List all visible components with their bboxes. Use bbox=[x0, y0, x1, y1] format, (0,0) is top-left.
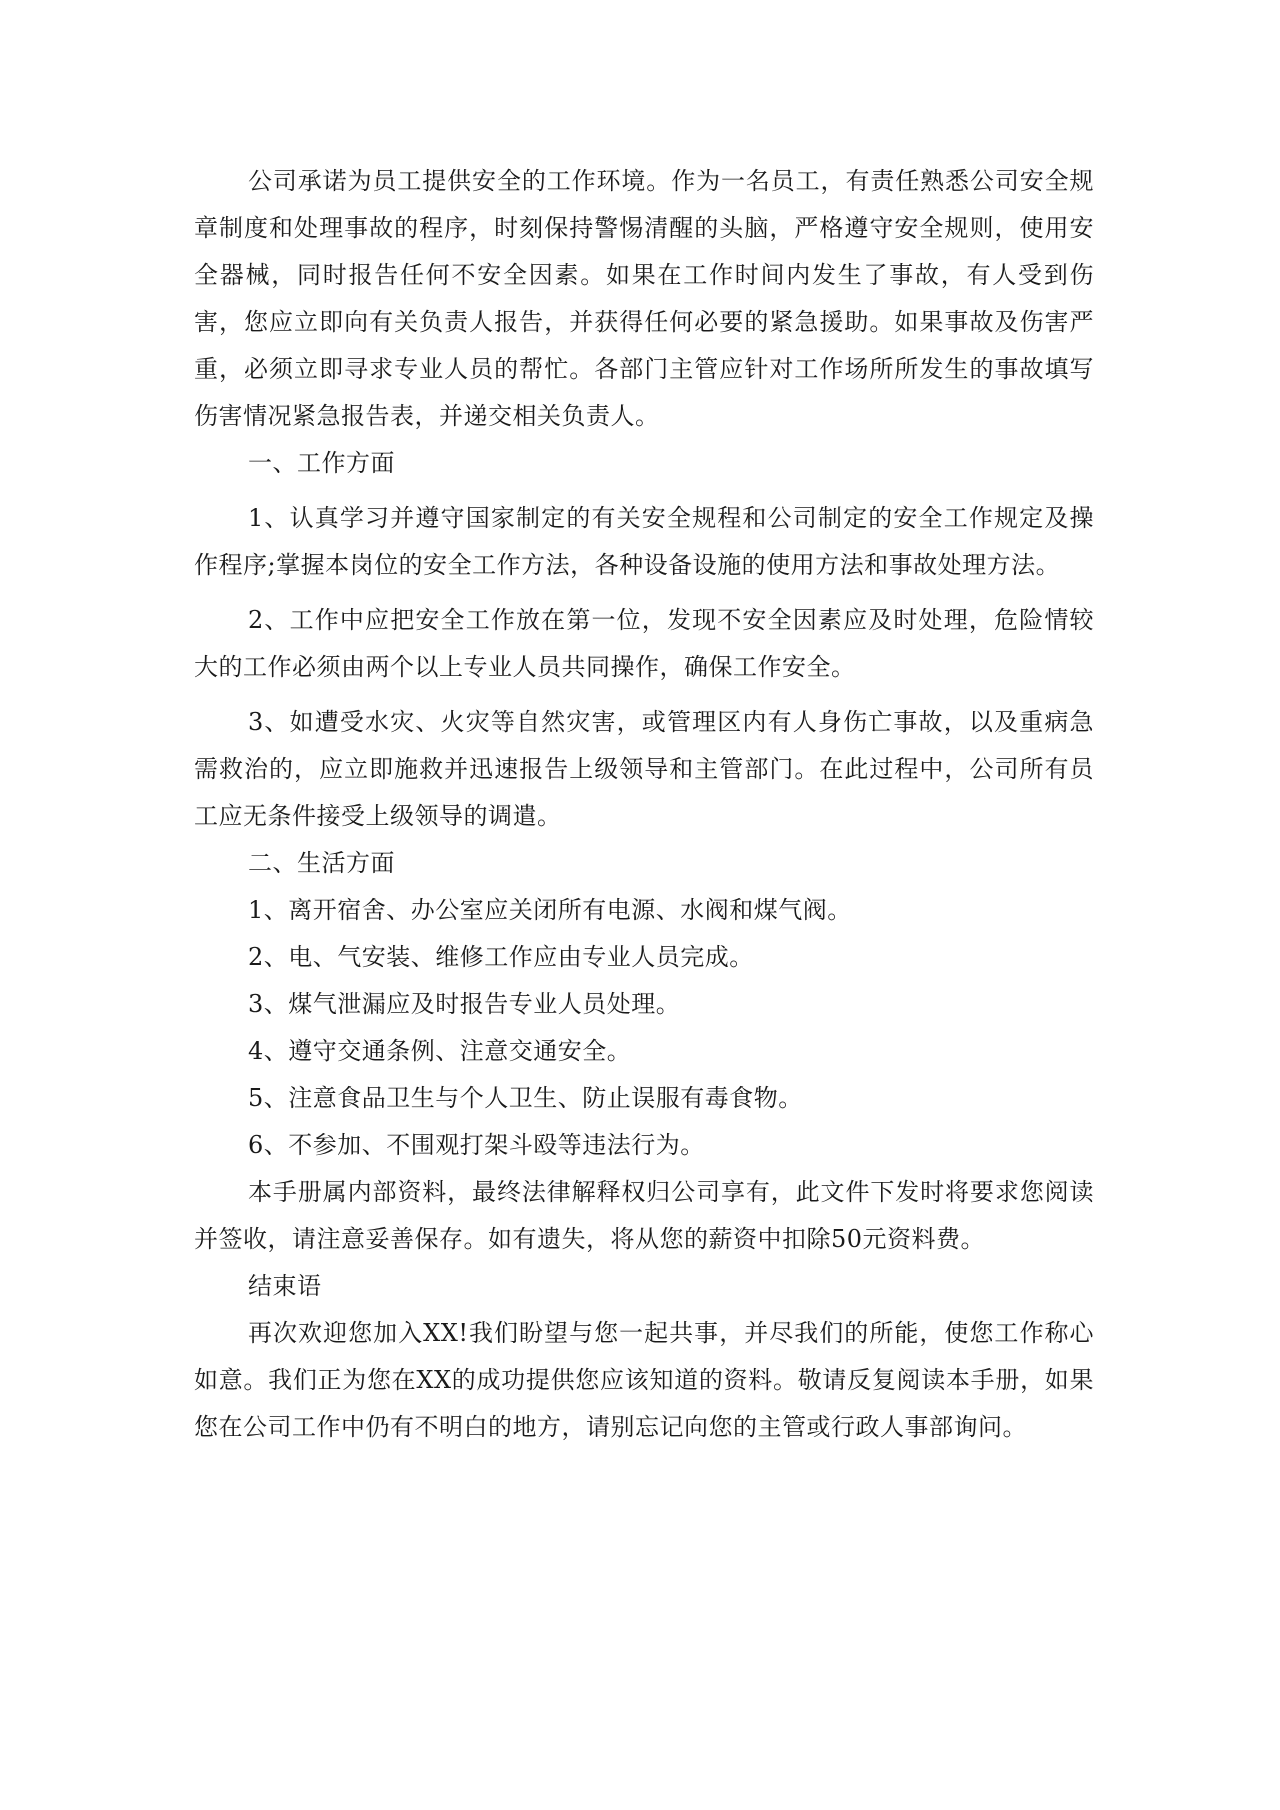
section-heading-life: 二、生活方面 bbox=[248, 849, 395, 877]
section-heading-closing: 结束语 bbox=[248, 1272, 322, 1300]
work-item-2: 2、工作中应把安全工作放在第一位，发现不安全因素应及时处理，危险情较大的工作必须由两个以上专业人员共同操作，确保工作安全。 bbox=[194, 606, 1094, 681]
life-item-4: 4、遵守交通条例、注意交通安全。 bbox=[248, 1037, 632, 1065]
document-body bbox=[194, 158, 1094, 1451]
life-item-2: 2、电、气安装、维修工作应由专业人员完成。 bbox=[248, 943, 754, 971]
section-heading-work: 一、工作方面 bbox=[248, 449, 395, 477]
life-item-3: 3、煤气泄漏应及时报告专业人员处理。 bbox=[248, 990, 681, 1018]
life-item-5: 5、注意食品卫生与个人卫生、防止误服有毒食物。 bbox=[248, 1084, 803, 1112]
work-item-3: 3、如遭受水灾、火灾等自然灾害，或管理区内有人身伤亡事故，以及重病急需救治的，应立即施救并迅速报告上级领导和主管部门。在此过程中，公司所有员工应无条件接受上级领导的调遣。 bbox=[194, 708, 1094, 830]
life-item-6: 6、不参加、不围观打架斗殴等违法行为。 bbox=[248, 1131, 705, 1159]
manual-notice-paragraph: 本手册属内部资料，最终法律解释权归公司享有，此文件下发时将要求您阅读并签收，请注意妥善保存。如有遗失，将从您的薪资中扣除50元资料费。 bbox=[194, 1178, 1094, 1253]
closing-paragraph: 再次欢迎您加入XX!我们盼望与您一起共事，并尽我们的所能，使您工作称心如意。我们正为您在XX的成功提供您应该知道的资料。敬请反复阅读本手册，如果您在公司工作中仍有不明白的地方，请别忘记向您的主管或行政人事部询问。 bbox=[194, 1319, 1094, 1441]
life-item-1: 1、离开宿舍、办公室应关闭所有电源、水阀和煤气阀。 bbox=[248, 896, 852, 924]
work-item-1: 1、认真学习并遵守国家制定的有关安全规程和公司制定的安全工作规定及操作程序;掌握本岗位的安全工作方法，各种设备设施的使用方法和事故处理方法。 bbox=[194, 504, 1094, 579]
safety-intro-paragraph: 公司承诺为员工提供安全的工作环境。作为一名员工，有责任熟悉公司安全规章制度和处理事故的程序，时刻保持警惕清醒的头脑，严格遵守安全规则，使用安全器械，同时报告任何不安全因素。如果在工作时间内发生了事故，有人受到伤害，您应立即向有关负责人报告，并获得任何必要的紧急援助。如果事故及伤害严重，必须立即寻求专业人员的帮忙。各部门主管应针对工作场所所发生的事故填写伤害情况紧急报告表，并递交相关负责人。 bbox=[194, 167, 1094, 430]
